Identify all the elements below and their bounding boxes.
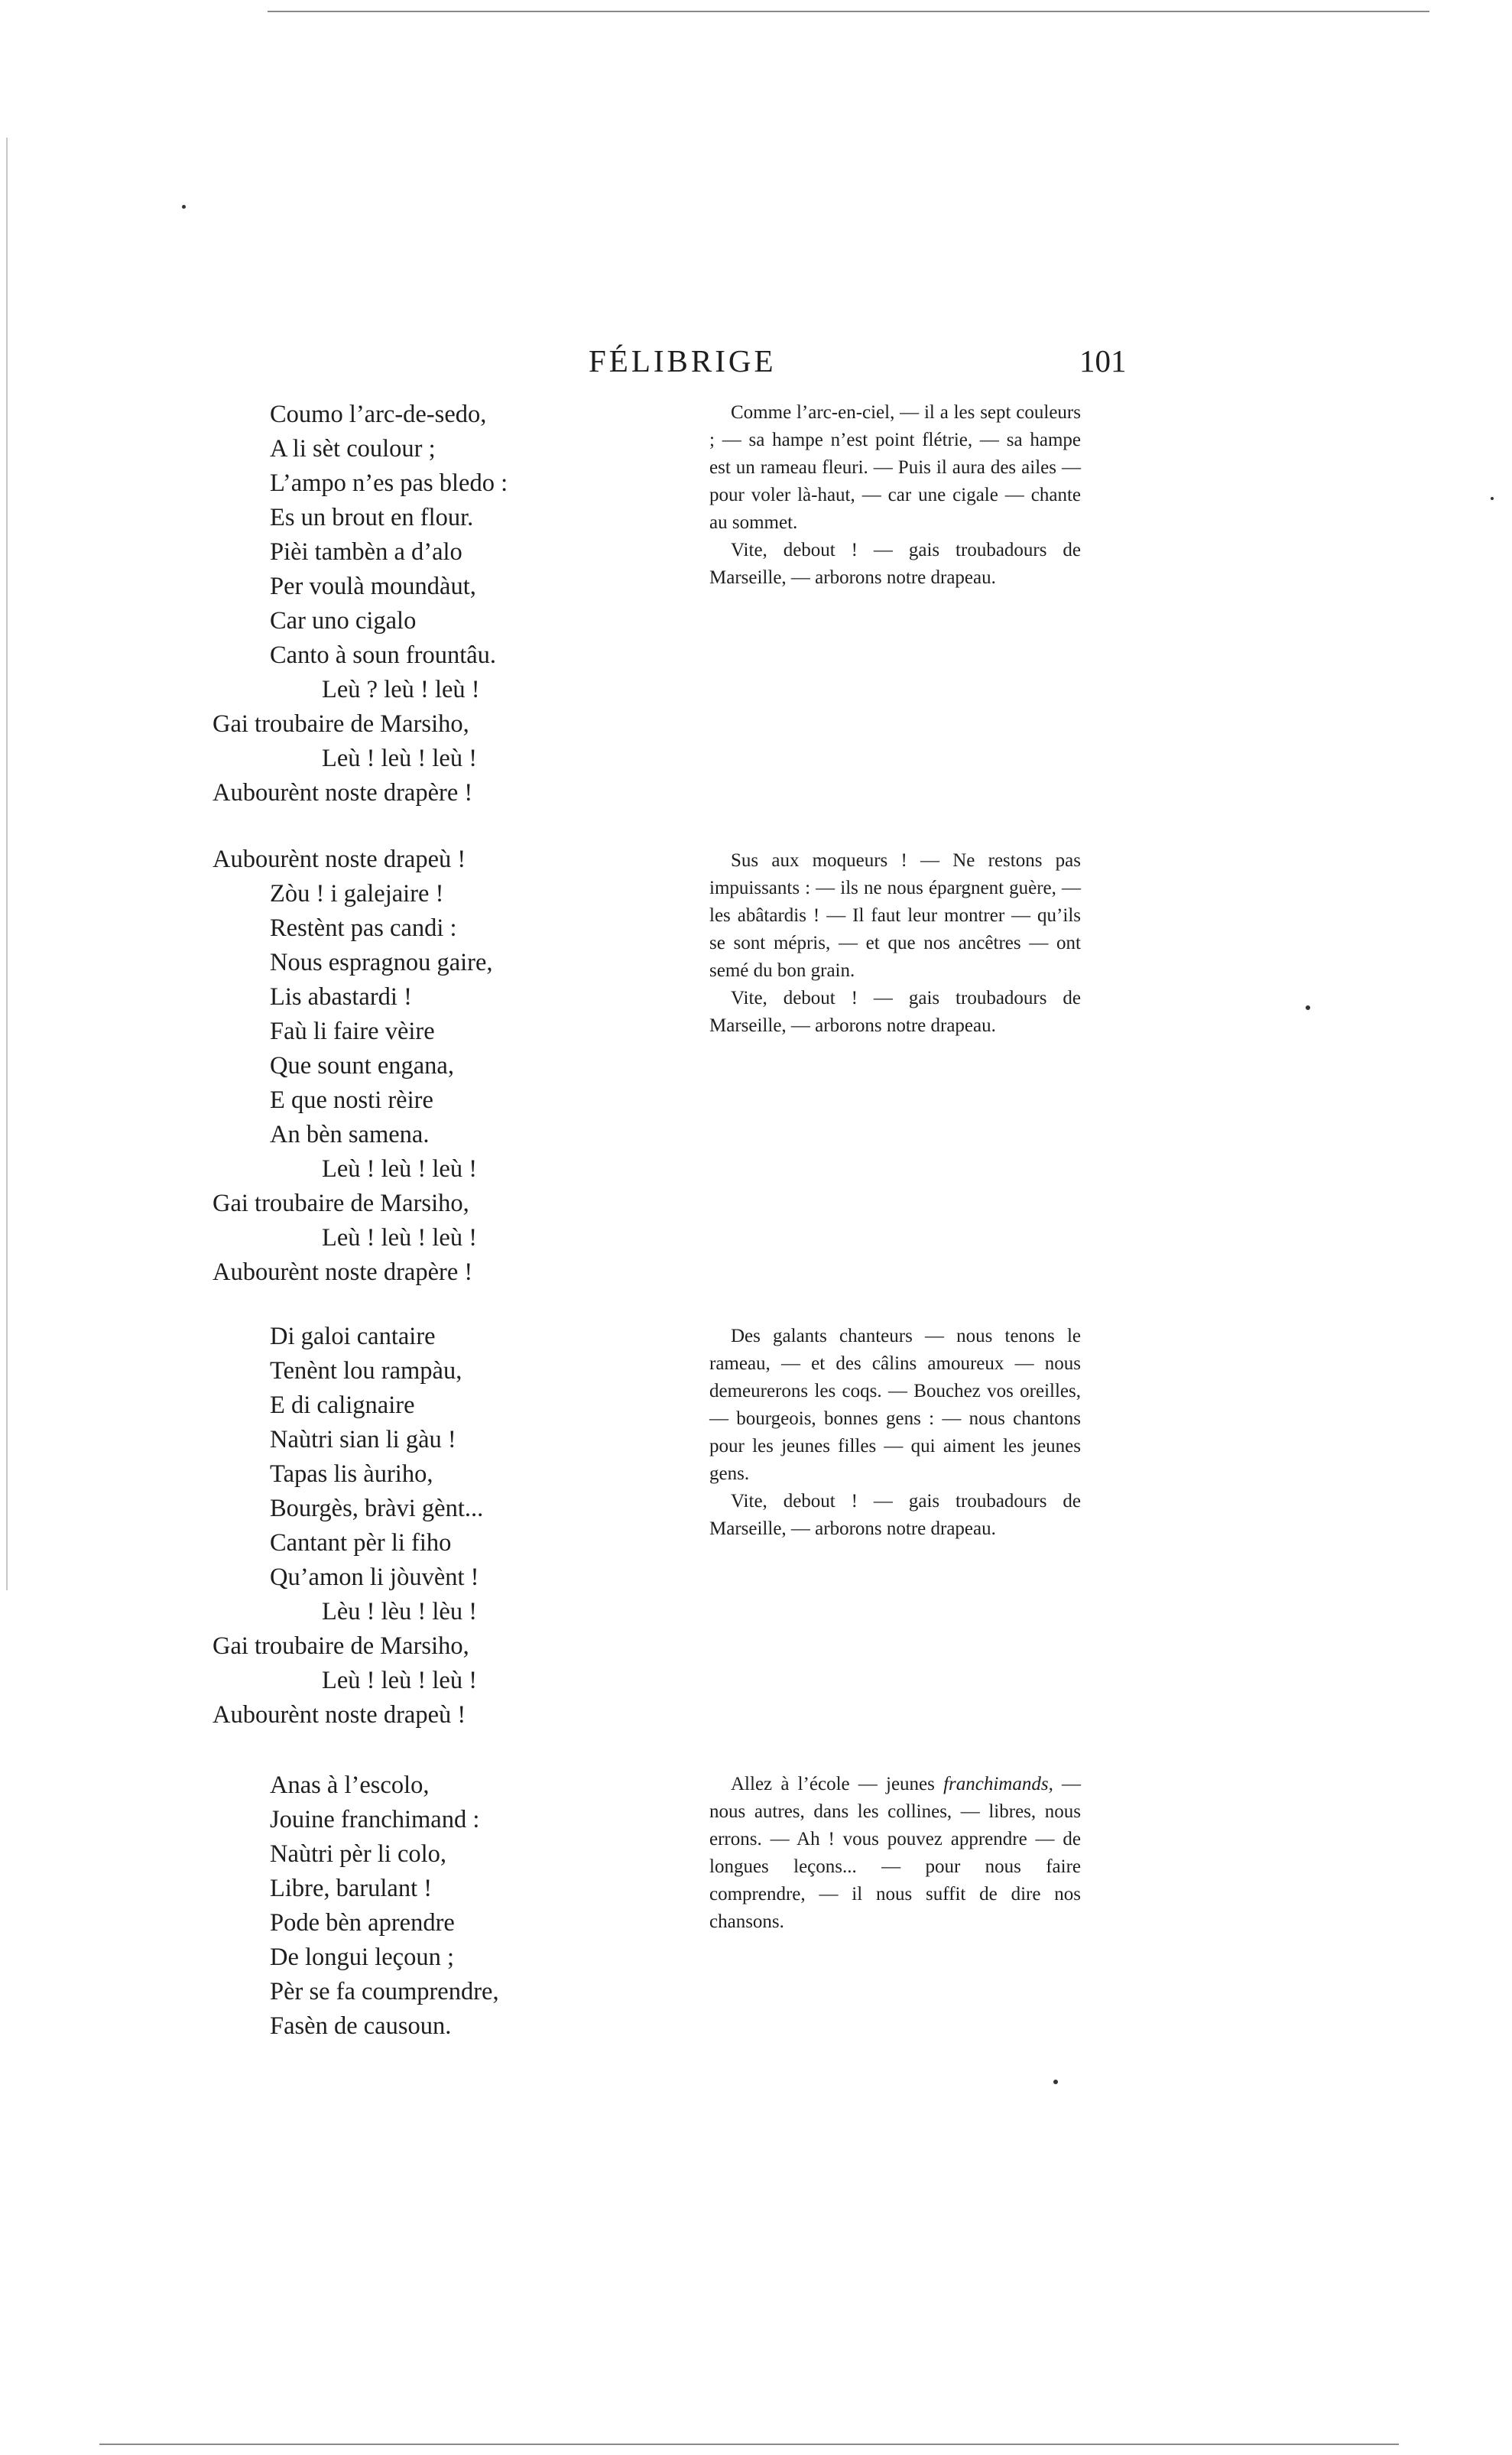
- refrain-line: Aubourènt noste drapère !: [213, 779, 473, 807]
- ink-speck: [182, 205, 186, 209]
- verse-line: Pièi tambèn a d’alo: [270, 538, 462, 566]
- verse-line: Pode bèn aprendre: [270, 1909, 455, 1937]
- translation-block-1: [709, 399, 1081, 592]
- ink-speck: [1053, 2080, 1058, 2084]
- verse-line: Faù li faire vèire: [270, 1018, 435, 1045]
- running-title: FÉLIBRIGE: [589, 343, 777, 378]
- verse-line: An bèn samena.: [270, 1121, 430, 1148]
- verse-line: E que nosti rèire: [270, 1086, 433, 1114]
- translation-paragraph: Comme l’arc-en-ciel, — il a les sept couleurs ; — sa hampe n’est point flétrie, — sa hampe est un rameau fleuri. — Puis il aura des ailes — pour voler là-haut, — car une cigale — chante au sommet.: [709, 402, 1081, 533]
- refrain-line: Gai troubaire de Marsiho,: [213, 710, 469, 738]
- translation-block-3: [709, 1323, 1081, 1543]
- ink-speck: [1306, 1005, 1310, 1010]
- verse-line: Nous espragnou gaire,: [270, 949, 493, 976]
- verse-line: L’ampo n’es pas bledo :: [270, 469, 508, 497]
- refrain-line: Aubourènt noste drapère !: [213, 1258, 473, 1286]
- verse-line: A li sèt coulour ;: [270, 435, 436, 463]
- verse-line: Qu’amon li jòuvènt !: [270, 1564, 479, 1591]
- translation-paragraph: [709, 1771, 1081, 1936]
- verse-line: Que sount engana,: [270, 1052, 454, 1080]
- refrain-line: Aubourènt noste drapeù !: [213, 1701, 466, 1729]
- verse-line: Libre, barulant !: [270, 1875, 433, 1902]
- refrain-line: Leù ! leù ! leù !: [322, 1667, 478, 1694]
- italic-word: franchimands,: [943, 1774, 1053, 1794]
- verse-line: Bourgès, bràvi gènt...: [270, 1495, 484, 1522]
- bottom-edge-rule: [99, 2444, 1399, 2445]
- verse-line: Di galoi cantaire: [270, 1323, 436, 1350]
- translation-refrain: Vite, debout ! — gais troubadours de Marseille, — arborons notre drapeau.: [709, 988, 1081, 1036]
- refrain-line: Gai troubaire de Marsiho,: [213, 1632, 469, 1660]
- refrain-line: Gai troubaire de Marsiho,: [213, 1190, 469, 1217]
- verse-line: Coumo l’arc-de-sedo,: [270, 401, 487, 428]
- verse-line: Lis abastardi !: [270, 983, 412, 1011]
- translation-paragraph: Des galants chanteurs — nous tenons le rameau, — et des câlins amoureux — nous demeurerons les coqs. — Bouchez vos oreilles, — bourgeois, bonnes gens : — nous chantons pour les jeunes filles — qui aiment les jeunes gens.: [709, 1326, 1081, 1484]
- ink-speck: [1491, 497, 1494, 500]
- verse-line: Canto à soun frountâu.: [270, 641, 497, 669]
- verse-line: Zòu ! i galejaire !: [270, 880, 444, 908]
- verse-line: Pèr se fa coumprendre,: [270, 1978, 499, 2005]
- page-number: 101: [1079, 343, 1127, 378]
- verse-line: Naùtri sian li gàu !: [270, 1426, 456, 1453]
- verse-line: Jouine franchimand :: [270, 1806, 480, 1833]
- translation-block-2: [709, 847, 1081, 1040]
- verse-line: E di calignaire: [270, 1391, 415, 1419]
- translation-text: Allez à l’école — jeunes: [731, 1774, 944, 1794]
- refrain-line: Lèu ! lèu ! lèu !: [322, 1598, 478, 1625]
- translation-block-4: [709, 1771, 1081, 1936]
- translation-refrain: Vite, debout ! — gais troubadours de Marseille, — arborons notre drapeau.: [709, 540, 1081, 588]
- verse-line: Fasèn de causoun.: [270, 2012, 452, 2040]
- verse-line: Es un brout en flour.: [270, 504, 474, 531]
- translation-refrain: Vite, debout ! — gais troubadours de Marseille, — arborons notre drapeau.: [709, 1491, 1081, 1539]
- verse-line: Anas à l’escolo,: [270, 1771, 430, 1799]
- verse-line: Tenènt lou rampàu,: [270, 1357, 462, 1385]
- verse-line: Cantant pèr li fiho: [270, 1529, 452, 1557]
- verse-line: Naùtri pèr li colo,: [270, 1840, 447, 1868]
- translation-text: — nous autres, dans les collines, — libres, nous errons. — Ah ! vous pouvez apprendre — de longues leçons... — pour nous faire comprendre, — il nous suffit de dire nos chansons.: [709, 1774, 1082, 1932]
- translation-paragraph: Sus aux moqueurs ! — Ne restons pas impuissants : — ils ne nous épargnent guère, — les abâtardis ! — Il faut leur montrer — qu’ils se sont mépris, — et que nos ancêtres — ont semé du bon grain.: [709, 850, 1081, 981]
- refrain-line: Leù ! leù ! leù !: [322, 745, 478, 772]
- verse-line: Per voulà moundàut,: [270, 573, 476, 600]
- verse-line: Tapas lis àuriho,: [270, 1460, 433, 1488]
- verse-line: Aubourènt noste drapeù !: [213, 846, 466, 873]
- verse-line: De longui leçoun ;: [270, 1944, 454, 1971]
- refrain-line: Leù ! leù ! leù !: [322, 1224, 478, 1252]
- verse-line: Restènt pas candi :: [270, 914, 457, 942]
- top-edge-rule: [268, 11, 1429, 12]
- refrain-line: Leù ? leù ! leù !: [322, 676, 480, 703]
- verse-line: Car uno cigalo: [270, 607, 417, 635]
- left-edge-mark: [6, 138, 8, 1590]
- refrain-line: Leù ! leù ! leù !: [322, 1155, 478, 1183]
